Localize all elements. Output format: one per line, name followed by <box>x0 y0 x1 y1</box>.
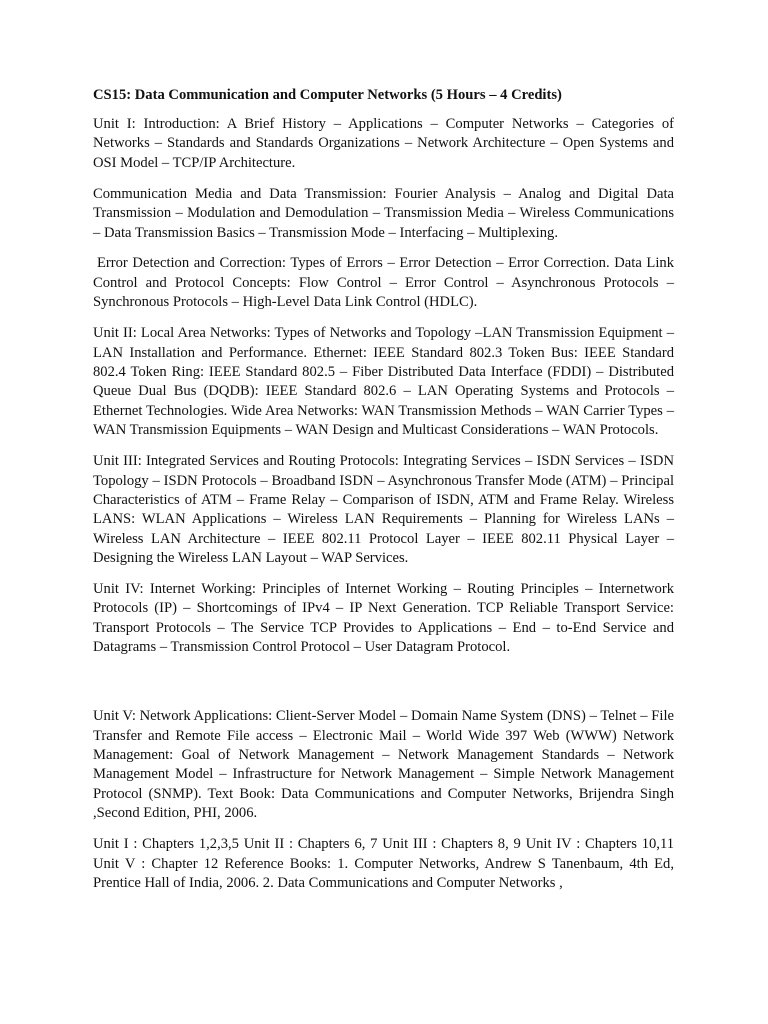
unit-5-network-applications-paragraph: Unit V: Network Applications: Client-Server Model – Domain Name System (DNS) – Telnet – File Transfer and Remote File access – Electronic Mail – World Wide 397 Web (WWW) Network Management: Goal of Network Management – Network Management Standards – Network Management Model – Infrastructure for Network Management – Simple Network Management Protocol (SNMP). Text Book: Data Communications and Computer Networks, Brijendra Singh ,Second Edition, PHI, 2006. <box>93 708 674 822</box>
unit-3-integrated-services-paragraph: Unit III: Integrated Services and Routing Protocols: Integrating Services – ISDN Services – ISDN Topology – ISDN Protocols – Broadband ISDN – Asynchronous Transfer Mode (ATM) – Principal Characteristics of ATM – Frame Relay – Comparison of ISDN, ATM and Frame Relay. Wireless LANS: WLAN Applications – Wireless LAN Requirements – Planning for Wireless LANs – Wireless LAN Architecture – IEEE 802.11 Protocol Layer – IEEE 802.11 Physical Layer – Designing the Wireless LAN Layout – WAP Services. <box>93 453 674 567</box>
blank-spacer <box>93 669 674 707</box>
error-detection-paragraph: Error Detection and Correction: Types of Errors – Error Detection – Error Correction. Data Link Control and Protocol Concepts: Flow Control – Error Control – Asynchronous Protocols – Synchronous Protocols – High-Level Data Link Control (HDLC). <box>93 255 674 311</box>
chapters-and-references-paragraph: Unit I : Chapters 1,2,3,5 Unit II : Chapters 6, 7 Unit III : Chapters 8, 9 Unit IV : Chapters 10,11 Unit V : Chapter 12 Reference Books: 1. Computer Networks, Andrew S Tanenbaum, 4th Ed, Prentice Hall of India, 2006. 2. Data Communications and Computer Networks , <box>93 836 674 891</box>
course-title: CS15: Data Communication and Computer Networks (5 Hours – 4 Credits) <box>93 87 562 103</box>
unit-4-internet-working-paragraph: Unit IV: Internet Working: Principles of Internet Working – Routing Principles – Internetwork Protocols (IP) – Shortcomings of IPv4 – IP Next Generation. TCP Reliable Transport Service: Transport Protocols – The Service TCP Provides to Applications – End – to-End Service and Datagrams – Transmission Control Protocol – User Datagram Protocol. <box>93 581 674 656</box>
document-page <box>93 86 674 905</box>
unit-1-introduction-paragraph: Unit I: Introduction: A Brief History – Applications – Computer Networks – Categories of Networks – Standards and Standards Organizations – Network Architecture – Open Systems and OSI Model – TCP/IP Architecture. <box>93 116 674 171</box>
communication-media-paragraph: Communication Media and Data Transmission: Fourier Analysis – Analog and Digital Data Transmission – Modulation and Demodulation – Transmission Media – Wireless Communications – Data Transmission Basics – Transmission Mode – Interfacing – Multiplexing. <box>93 185 674 241</box>
unit-2-lan-paragraph: Unit II: Local Area Networks: Types of Networks and Topology –LAN Transmission Equipment – LAN Installation and Performance. Ethernet: IEEE Standard 802.3 Token Bus: IEEE Standard 802.4 Token Ring: IEEE Standard 802.5 – Fiber Distributed Data Interface (FDDI) – Distributed Queue Dual Bus (DQDB): IEEE Standard 802.6 – LAN Operating Systems and Protocols – Ethernet Technologies. Wide Area Networks: WAN Transmission Methods – WAN Carrier Types – WAN Transmission Equipments – WAN Design and Multicast Considerations – WAN Protocols. <box>93 325 674 439</box>
